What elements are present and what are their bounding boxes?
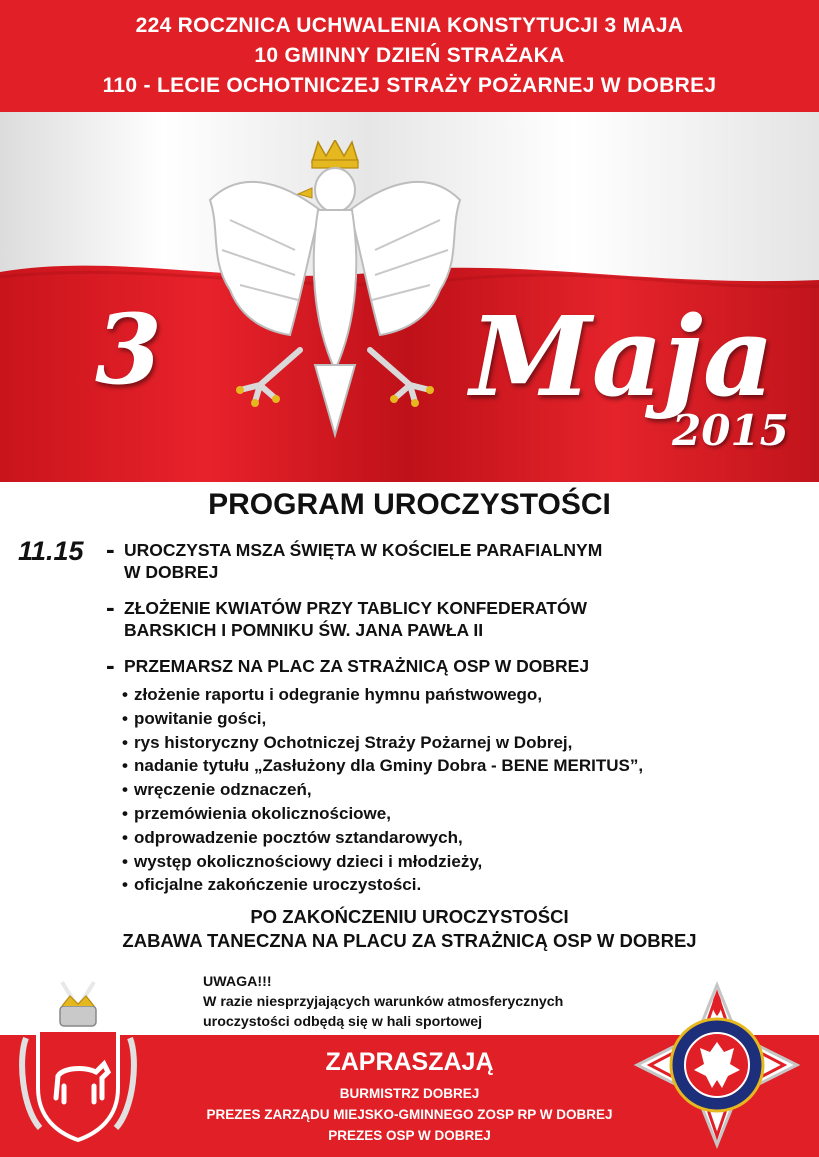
host-1: BURMISTRZ DOBREJ [339,1086,480,1101]
list-item: • powitanie gości, [122,707,643,731]
note-line-2: uroczystości odbędą się w hali sportowej [203,1014,483,1030]
item-dash: - [106,534,115,564]
after-line-1: PO ZAKOŃCZENIU UROCZYSTOŚCI [250,906,569,927]
invite-title: ZAPRASZAJĄ [325,1048,494,1076]
program-title: PROGRAM UROCZYSTOŚCI [208,488,611,521]
list-item: • nadanie tytułu „Zasłużony dla Gminy Dobra - BENE MERITUS”, [122,754,643,778]
host-3: PREZES OSP W DOBREJ [328,1128,491,1143]
program-item-2-line-1: ZŁOŻENIE KWIATÓW PRZY TABLICY KONFEDERATÓW [124,598,588,618]
host-2: PREZES ZARZĄDU MIEJSKO-GMINNEGO ZOSP RP W DOBREJ [206,1107,613,1122]
hero-month: Maja [470,292,775,421]
town-crest-icon [18,968,138,1148]
list-item: • odprowadzenie pocztów sztandarowych, [122,826,643,850]
hero-year: 2015 [672,406,789,455]
white-eagle-icon [200,140,470,440]
list-item: • złożenie raportu i odegranie hymnu państwowego, [122,683,643,707]
weather-note [203,972,563,1032]
program-item-1-line-2: W DOBREJ [124,562,219,582]
program-subitems [122,683,643,897]
header-band [0,0,819,112]
header-line-1: 224 ROCZNICA UCHWALENIA KONSTYTUCJI 3 MAJA [135,14,684,37]
osp-badge-icon [632,980,802,1150]
program-time: 11.15 [18,536,84,566]
program-item-1-line-1: UROCZYSTA MSZA ŚWIĘTA W KOŚCIELE PARAFIALNYM [124,540,603,560]
header-line-2: 10 GMINNY DZIEŃ STRAŻAKA [254,44,565,67]
note-line-1: W razie niesprzyjających warunków atmosferycznych [203,994,564,1010]
note-title: UWAGA!!! [203,974,272,990]
list-item: • wręczenie odznaczeń, [122,778,643,802]
list-item: • występ okolicznościowy dzieci i młodzieży, [122,850,643,874]
header-line-3: 110 - LECIE OCHOTNICZEJ STRAŻY POŻARNEJ W DOBREJ [102,74,717,97]
after-line-2: ZABAWA TANECZNA NA PLACU ZA STRAŻNICĄ OSP W DOBREJ [122,930,697,951]
item-dash: - [106,592,115,622]
flag-banner [0,112,819,482]
program-item-3-line-1: PRZEMARSZ NA PLAC ZA STRAŻNICĄ OSP W DOBREJ [124,656,590,676]
list-item: • rys historyczny Ochotniczej Straży Pożarnej w Dobrej, [122,731,643,755]
list-item: • oficjalne zakończenie uroczystości. [122,873,643,897]
hero-day: 3 [95,293,162,406]
list-item: • przemówienia okolicznościowe, [122,802,643,826]
item-dash: - [106,650,115,680]
program-item-2-line-2: BARSKICH I POMNIKU ŚW. JANA PAWŁA II [124,620,484,640]
